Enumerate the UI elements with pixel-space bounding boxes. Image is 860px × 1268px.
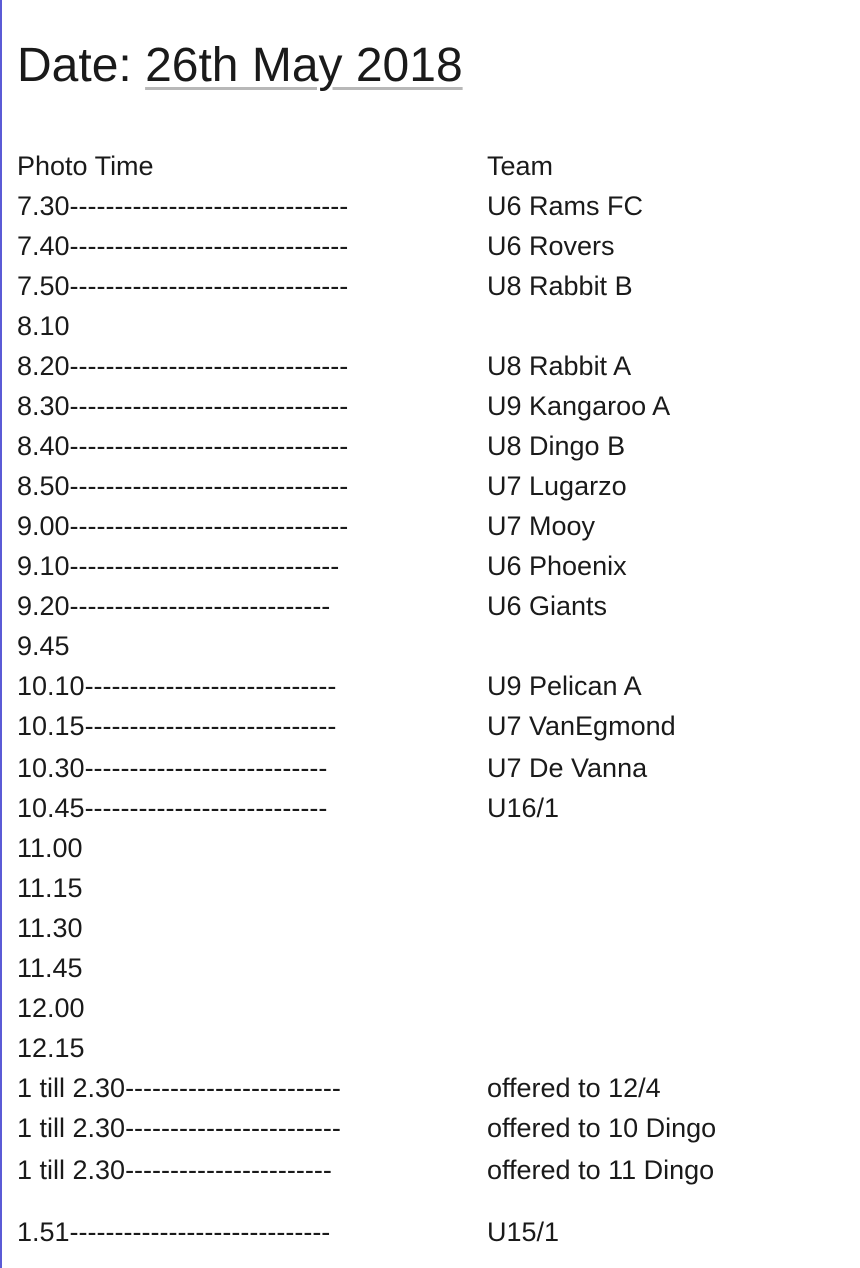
photo-time-cell: 8.40------------------------------- — [17, 431, 349, 461]
schedule-row — [17, 790, 847, 826]
schedule-row — [17, 830, 847, 866]
team-cell: U8 Rabbit B — [487, 271, 633, 301]
photo-time-cell: 8.10 — [17, 311, 70, 341]
team-cell: offered to 11 Dingo — [487, 1155, 715, 1185]
schedule-row — [17, 1070, 847, 1106]
team-cell: U16/1 — [487, 793, 560, 823]
schedule-row — [17, 950, 847, 986]
photo-time-cell: 9.20----------------------------- — [17, 591, 331, 621]
title-label: Date: — [17, 39, 132, 92]
team-cell: U15/1 — [487, 1217, 560, 1247]
photo-time-cell: 8.20------------------------------- — [17, 351, 349, 381]
photo-time-cell: 7.30------------------------------- — [17, 191, 349, 221]
schedule-row — [17, 628, 847, 664]
photo-time-cell: 10.15---------------------------- — [17, 711, 337, 741]
schedule-row — [17, 548, 847, 584]
team-cell: U9 Pelican A — [487, 671, 642, 701]
photo-time-cell: 10.30--------------------------- — [17, 753, 328, 783]
schedule-header — [17, 148, 847, 184]
photo-time-cell: 10.10---------------------------- — [17, 671, 337, 701]
page-left-border — [0, 0, 2, 1268]
team-cell: offered to 10 Dingo — [487, 1113, 717, 1143]
team-cell: U7 Lugarzo — [487, 471, 627, 501]
team-cell: U7 VanEgmond — [487, 711, 676, 741]
photo-time-cell: 9.45 — [17, 631, 70, 661]
team-cell: U8 Dingo B — [487, 431, 626, 461]
photo-time-cell: 12.15 — [17, 1033, 85, 1063]
schedule-row — [17, 1214, 847, 1250]
photo-time-cell: 11.00 — [17, 833, 83, 863]
photo-time-cell: 11.15 — [17, 873, 83, 903]
schedule-row — [17, 188, 847, 224]
photo-time-cell: 11.45 — [17, 953, 83, 983]
photo-time-cell: 12.00 — [17, 993, 85, 1023]
schedule-row — [17, 910, 847, 946]
photo-time-cell: 11.30 — [17, 913, 83, 943]
photo-time-cell: 7.50------------------------------- — [17, 271, 349, 301]
header-photo-time: Photo Time — [17, 151, 154, 181]
schedule-row — [17, 668, 847, 704]
team-cell: U6 Giants — [487, 591, 608, 621]
team-cell: U6 Rams FC — [487, 191, 644, 221]
schedule-row — [17, 508, 847, 544]
schedule-row — [17, 268, 847, 304]
photo-time-cell: 1.51----------------------------- — [17, 1217, 331, 1247]
team-cell: U6 Rovers — [487, 231, 615, 261]
team-cell: offered to 12/4 — [487, 1073, 661, 1103]
schedule-row — [17, 1110, 847, 1146]
schedule-row — [17, 1030, 847, 1066]
schedule-row — [17, 468, 847, 504]
schedule-row — [17, 428, 847, 464]
schedule-row — [17, 708, 847, 744]
team-cell: U6 Phoenix — [487, 551, 627, 581]
team-cell: U7 De Vanna — [487, 753, 648, 783]
page-title — [17, 36, 463, 96]
photo-time-cell: 7.40------------------------------- — [17, 231, 349, 261]
photo-time-cell: 10.45--------------------------- — [17, 793, 328, 823]
header-team: Team — [487, 151, 554, 181]
photo-time-cell: 8.30------------------------------- — [17, 391, 349, 421]
photo-time-cell: 1 till 2.30----------------------- — [17, 1155, 332, 1185]
team-cell: U9 Kangaroo A — [487, 391, 671, 421]
schedule-row — [17, 750, 847, 786]
photo-time-cell: 1 till 2.30------------------------ — [17, 1073, 341, 1103]
team-cell: U8 Rabbit A — [487, 351, 632, 381]
schedule-row — [17, 990, 847, 1026]
schedule-row — [17, 870, 847, 906]
schedule-row — [17, 308, 847, 344]
schedule-row — [17, 588, 847, 624]
photo-time-cell: 9.00------------------------------- — [17, 511, 349, 541]
photo-time-cell: 8.50------------------------------- — [17, 471, 349, 501]
schedule-row — [17, 228, 847, 264]
schedule-row — [17, 1152, 847, 1188]
schedule-row — [17, 348, 847, 384]
team-cell: U7 Mooy — [487, 511, 596, 541]
title-date: 26th May 2018 — [145, 39, 463, 92]
photo-time-cell: 1 till 2.30------------------------ — [17, 1113, 341, 1143]
photo-time-cell: 9.10------------------------------ — [17, 551, 340, 581]
schedule-row — [17, 388, 847, 424]
